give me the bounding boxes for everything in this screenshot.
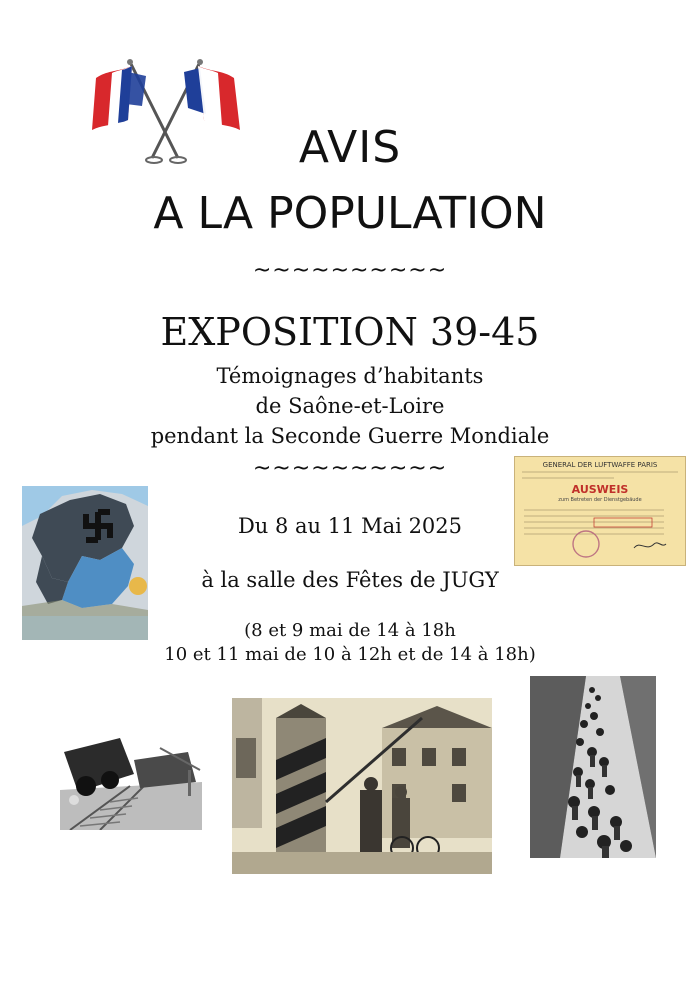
occupied-france-map-image — [22, 486, 148, 640]
ausweis-header: GENERAL DER LUFTWAFFE PARIS — [542, 461, 658, 469]
exhibition-title: EXPOSITION 39-45 — [160, 310, 540, 354]
ausweis-subtitle: zum Betreten der Dienstgebäude — [558, 497, 642, 503]
ausweis-document-image — [514, 456, 686, 566]
ausweis-title: AUSWEIS — [571, 483, 629, 496]
subtitle-line-3: pendant la Seconde Guerre Mondiale — [150, 424, 550, 448]
event-venue: à la salle des Fêtes de JUGY — [201, 568, 499, 592]
demarcation-checkpoint-photo — [232, 698, 492, 874]
separator-top: ~~~~~~~~~~ — [252, 258, 448, 283]
title-line-1: AVIS — [298, 122, 402, 173]
opening-hours-line-1: (8 et 9 mai de 14 à 18h — [244, 620, 456, 641]
subtitle-line-2: de Saône-et-Loire — [255, 394, 445, 418]
separator-bottom: ~~~~~~~~~~ — [252, 456, 448, 481]
exodus-refugees-photo — [530, 676, 656, 858]
title-line-2: A LA POPULATION — [153, 188, 547, 239]
event-dates: Du 8 au 11 Mai 2025 — [237, 514, 463, 538]
derailed-train-photo — [60, 730, 202, 830]
subtitle-line-1: Témoignages d’habitants — [216, 364, 484, 388]
opening-hours-line-2: 10 et 11 mai de 10 à 12h et de 14 à 18h) — [164, 644, 536, 665]
